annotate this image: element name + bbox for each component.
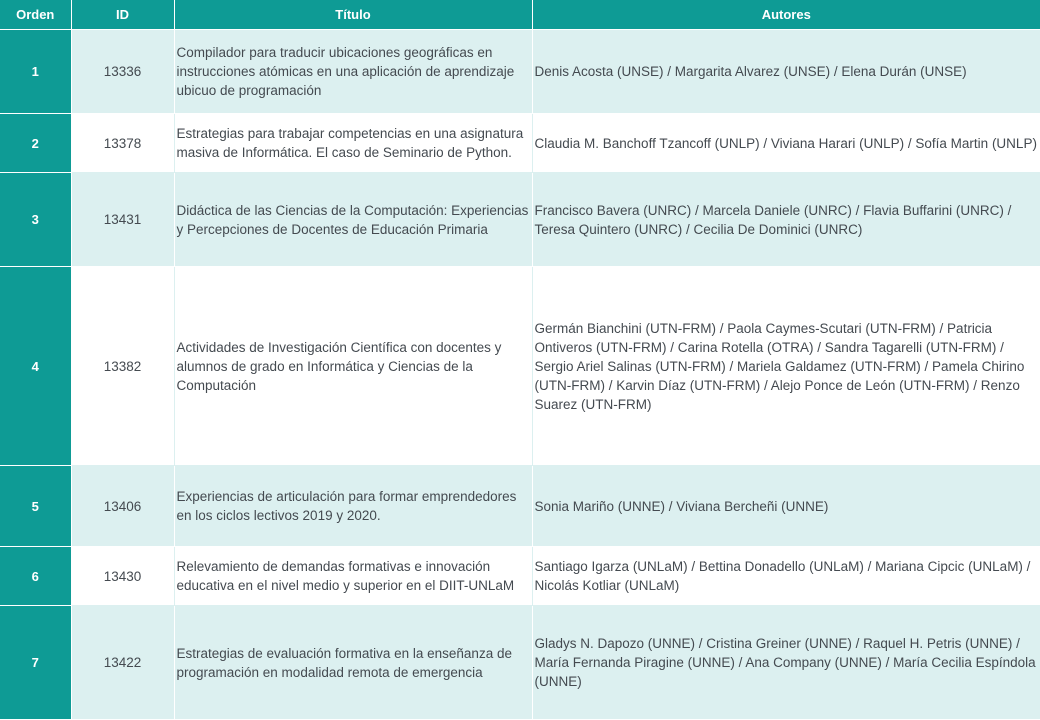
autores-cell: Germán Bianchini (UTN-FRM) / Paola Caymes-Scutari (UTN-FRM) / Patricia Ontiveros (UTN-FRM) / Carina Rotella (OTRA) / Sandra Tagarelli (UTN-FRM) / Sergio Ariel Salinas (UTN-FRM) / Mariela Galdamez (UTN-FRM) / Pamela Chirino (UTN-FRM) / Karvin Díaz (UTN-FRM) / Alejo Ponce de León (UTN-FRM) / Renzo Suarez (UTN-FRM) xyxy=(532,267,1040,466)
table-row xyxy=(0,466,1040,547)
titulo-cell: Experiencias de articulación para formar emprendedores en los ciclos lectivos 2019 y 2020. xyxy=(174,466,532,547)
titulo-cell: Estrategias para trabajar competencias en una asignatura masiva de Informática. El caso de Seminario de Python. xyxy=(174,114,532,173)
header-titulo: Título xyxy=(174,0,532,30)
header-id: ID xyxy=(71,0,174,30)
id-cell: 13382 xyxy=(71,267,174,466)
orden-cell: 3 xyxy=(0,173,71,267)
autores-cell: Sonia Mariño (UNNE) / Viviana Bercheñi (UNNE) xyxy=(532,466,1040,547)
table-row xyxy=(0,606,1040,720)
orden-cell: 1 xyxy=(0,30,71,114)
autores-cell: Gladys N. Dapozo (UNNE) / Cristina Greiner (UNNE) / Raquel H. Petris (UNNE) / María Fernanda Piragine (UNNE) / Ana Company (UNNE) / María Cecilia Espíndola (UNNE) xyxy=(532,606,1040,720)
header-orden: Orden xyxy=(0,0,71,30)
id-cell: 13422 xyxy=(71,606,174,720)
orden-cell: 5 xyxy=(0,466,71,547)
id-cell: 13431 xyxy=(71,173,174,267)
orden-cell: 7 xyxy=(0,606,71,720)
table-row xyxy=(0,547,1040,606)
titulo-cell: Relevamiento de demandas formativas e innovación educativa en el nivel medio y superior en el DIIT-UNLaM xyxy=(174,547,532,606)
table-row xyxy=(0,173,1040,267)
titulo-cell: Compilador para traducir ubicaciones geográficas en instrucciones atómicas en una aplicación de aprendizaje ubicuo de programación xyxy=(174,30,532,114)
orden-cell: 6 xyxy=(0,547,71,606)
table-header xyxy=(0,0,1040,30)
header-row xyxy=(0,0,1040,30)
table-row xyxy=(0,267,1040,466)
header-autores: Autores xyxy=(532,0,1040,30)
table-row xyxy=(0,114,1040,173)
orden-cell: 4 xyxy=(0,267,71,466)
autores-cell: Claudia M. Banchoff Tzancoff (UNLP) / Viviana Harari (UNLP) / Sofía Martin (UNLP) xyxy=(532,114,1040,173)
orden-cell: 2 xyxy=(0,114,71,173)
titulo-cell: Actividades de Investigación Científica con docentes y alumnos de grado en Informática y Ciencias de la Computación xyxy=(174,267,532,466)
autores-cell: Santiago Igarza (UNLaM) / Bettina Donadello (UNLaM) / Mariana Cipcic (UNLaM) / Nicolás Kotliar (UNLaM) xyxy=(532,547,1040,606)
autores-cell: Francisco Bavera (UNRC) / Marcela Daniele (UNRC) / Flavia Buffarini (UNRC) / Teresa Quintero (UNRC) / Cecilia De Dominici (UNRC) xyxy=(532,173,1040,267)
id-cell: 13430 xyxy=(71,547,174,606)
id-cell: 13378 xyxy=(71,114,174,173)
id-cell: 13406 xyxy=(71,466,174,547)
autores-cell: Denis Acosta (UNSE) / Margarita Alvarez (UNSE) / Elena Durán (UNSE) xyxy=(532,30,1040,114)
table-body xyxy=(0,30,1040,720)
table-row xyxy=(0,30,1040,114)
titulo-cell: Estrategias de evaluación formativa en la enseñanza de programación en modalidad remota de emergencia xyxy=(174,606,532,720)
titulo-cell: Didáctica de las Ciencias de la Computación: Experiencias y Percepciones de Docentes de Educación Primaria xyxy=(174,173,532,267)
id-cell: 13336 xyxy=(71,30,174,114)
